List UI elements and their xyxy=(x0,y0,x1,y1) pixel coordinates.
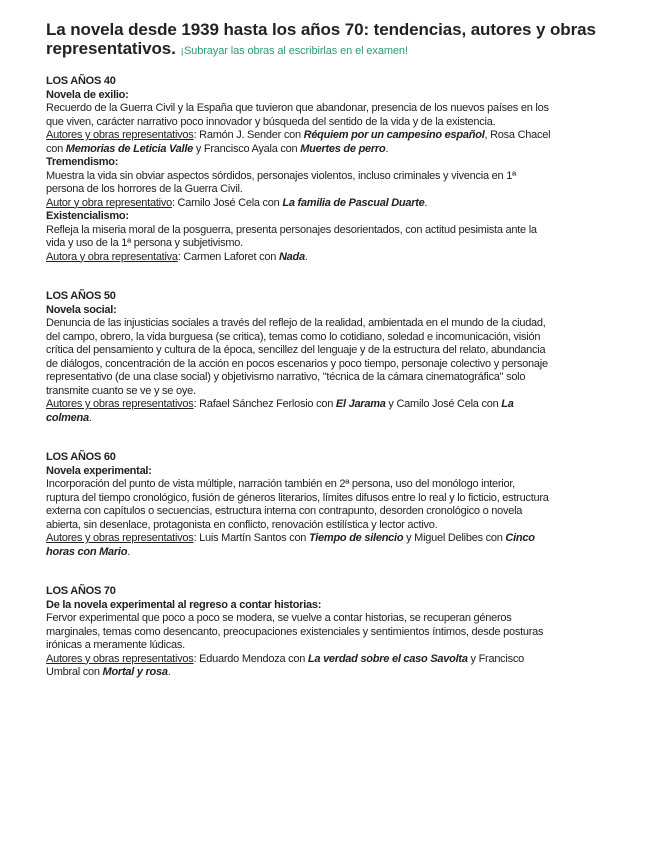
body-line: Fervor experimental que poco a poco se modera, se vuelve a contar historias, se recuperan géneros xyxy=(46,612,512,624)
title-line-2-text: representativos. xyxy=(46,39,176,58)
authors-text: y Francisco xyxy=(467,652,524,665)
section-los-anos-50 xyxy=(46,290,626,425)
work-title: El Jarama xyxy=(335,398,386,410)
body-line: Denuncia de las injusticias sociales a través del reflejo de la realidad, ambientada en el mundo de la ciudad, xyxy=(46,317,546,329)
authors-line xyxy=(46,398,626,412)
section-los-anos-40 xyxy=(46,75,626,264)
body-line: representativo (de una clase social) y objetivismo narrativo, "técnica de la cámara cinematográfica" solo xyxy=(46,371,526,383)
body-line: ruptura del tiempo cronológico, fusión de géneros literarios, límites difusos entre lo real y lo ficticio, estructura xyxy=(46,491,549,504)
tendency-group xyxy=(46,304,626,426)
authors-line xyxy=(46,412,626,426)
work-title: Réquiem por un campesino español xyxy=(303,129,485,141)
body-line: abierta, sin desenlace, protagonista en conflicto, renovación estilística y lector activo. xyxy=(46,518,438,531)
title-line-2 xyxy=(46,39,626,61)
body-line: del campo, obrero, la vida burguesa (se critica), temas como lo cotidiano, soledad e incomunicación, visión xyxy=(46,330,541,343)
body-line: Incorporación del punto de vista múltiple, narración también en 2ª persona, uso del monólogo interior, xyxy=(46,478,515,490)
authors-text: . xyxy=(385,142,389,155)
authors-label: Autores y obras representativos xyxy=(46,652,194,665)
section-los-anos-70 xyxy=(46,585,626,680)
authors-line xyxy=(46,666,626,680)
document-title xyxy=(46,20,626,61)
authors-line xyxy=(46,251,626,265)
authors-line xyxy=(46,197,626,211)
work-title: horas con Mario xyxy=(46,545,128,558)
tendency-group xyxy=(46,89,626,157)
work-title: Mortal y rosa xyxy=(102,666,168,678)
tendency-label: Tremendismo: xyxy=(46,156,119,168)
work-title: Tiempo de silencio xyxy=(308,532,404,544)
authors-line xyxy=(46,532,626,546)
authors-text: : Camilo José Cela con xyxy=(171,196,283,209)
authors-text: . xyxy=(304,250,308,263)
tendency-group xyxy=(46,210,626,264)
document-page xyxy=(46,20,626,680)
authors-line xyxy=(46,653,626,667)
authors-text: . xyxy=(88,411,92,424)
body-line: Recuerdo de la Guerra Civil y la España que tuvieron que abandonar, presencia de los nuevos países en los xyxy=(46,102,549,114)
work-title: La familia de Pascual Duarte xyxy=(282,196,425,209)
section-heading: LOS AÑOS 50 xyxy=(46,290,116,302)
authors-line xyxy=(46,143,626,157)
body-line: crítica del pensamiento y cultura de la época, sencillez del lenguaje y de la estructura del relato, abundancia xyxy=(46,344,546,356)
authors-label: Autores y obras representativos xyxy=(46,129,194,141)
authors-text: . xyxy=(424,196,428,209)
section-heading: LOS AÑOS 40 xyxy=(46,75,116,87)
authors-text: con xyxy=(46,142,66,155)
body-line: vida y uso de la 1ª persona y subjetivismo. xyxy=(46,237,243,249)
work-title: La verdad sobre el caso Savolta xyxy=(307,652,468,665)
body-line: irónicas a meramente lúdicas. xyxy=(46,639,185,651)
tendency-label: Novela social: xyxy=(46,303,117,316)
body-line: persona de los horrores de la Guerra Civil. xyxy=(46,183,243,195)
section-los-anos-60 xyxy=(46,451,626,559)
work-title: colmena xyxy=(46,411,89,424)
work-title: La xyxy=(501,398,514,410)
work-title: Memorias de Leticia Valle xyxy=(65,142,194,155)
tendency-group xyxy=(46,599,626,680)
tendency-label: Novela experimental: xyxy=(46,464,152,477)
work-title: Muertes de perro xyxy=(300,142,386,155)
authors-text: : Ramón J. Sender con xyxy=(193,129,304,141)
section-heading: LOS AÑOS 60 xyxy=(46,451,116,463)
authors-line xyxy=(46,129,626,143)
authors-label: Autores y obras representativos xyxy=(46,398,194,410)
work-title: Cinco xyxy=(505,532,535,544)
sections-container xyxy=(46,75,626,680)
body-line: que viven, carácter narrativo poco innovador y búsqueda del sentido de la vida y de la existencia. xyxy=(46,115,496,128)
authors-text: . xyxy=(127,545,131,558)
authors-text: : Eduardo Mendoza con xyxy=(193,652,308,665)
authors-text: y Camilo José Cela con xyxy=(385,398,502,410)
authors-text: y Miguel Delibes con xyxy=(403,532,506,544)
authors-text: . xyxy=(167,666,171,678)
body-line: Refleja la miseria moral de la posguerra, presenta personajes desorientados, con actitud pesimista ante la xyxy=(46,223,537,236)
body-line: transmite cuanto se ve y se oye. xyxy=(46,384,196,397)
body-line: Muestra la vida sin obviar aspectos sórdidos, personajes violentos, incluso criminales y vivencia en 1ª xyxy=(46,169,516,182)
body-line: de diálogos, concentración de la acción en pocos escenarios y poco tiempo, personaje colectivo y personaje xyxy=(46,357,548,370)
authors-text: : Rafael Sánchez Ferlosio con xyxy=(193,398,336,410)
exam-note: ¡Subrayar las obras al escribirlas en el examen! xyxy=(180,45,408,57)
work-title: Nada xyxy=(278,250,305,263)
tendency-label: De la novela experimental al regreso a contar historias: xyxy=(46,598,322,611)
authors-label: Autor y obra representativo xyxy=(46,196,172,209)
section-heading: LOS AÑOS 70 xyxy=(46,585,116,597)
authors-text: , Rosa Chacel xyxy=(484,129,551,141)
body-line: externa con capítulos o secuencias, estructura interna con contrapunto, desorden cronológico o novela xyxy=(46,505,523,517)
tendency-label: Existencialismo: xyxy=(46,210,129,222)
tendency-label: Novela de exilio: xyxy=(46,88,129,101)
title-line-1: La novela desde 1939 hasta los años 70: tendencias, autores y obras xyxy=(46,20,596,39)
authors-text: : Luis Martín Santos con xyxy=(193,532,309,544)
tendency-group xyxy=(46,156,626,210)
authors-text: y Francisco Ayala con xyxy=(193,142,301,155)
authors-label: Autora y obra representativa xyxy=(46,250,178,263)
authors-text: : Carmen Laforet con xyxy=(177,250,279,263)
authors-label: Autores y obras representativos xyxy=(46,532,194,544)
tendency-group xyxy=(46,465,626,560)
body-line: marginales, temas como desencanto, preocupaciones existenciales y sentimientos íntimos, desde posturas xyxy=(46,625,544,638)
authors-text: Umbral con xyxy=(46,666,103,678)
authors-line xyxy=(46,546,626,560)
